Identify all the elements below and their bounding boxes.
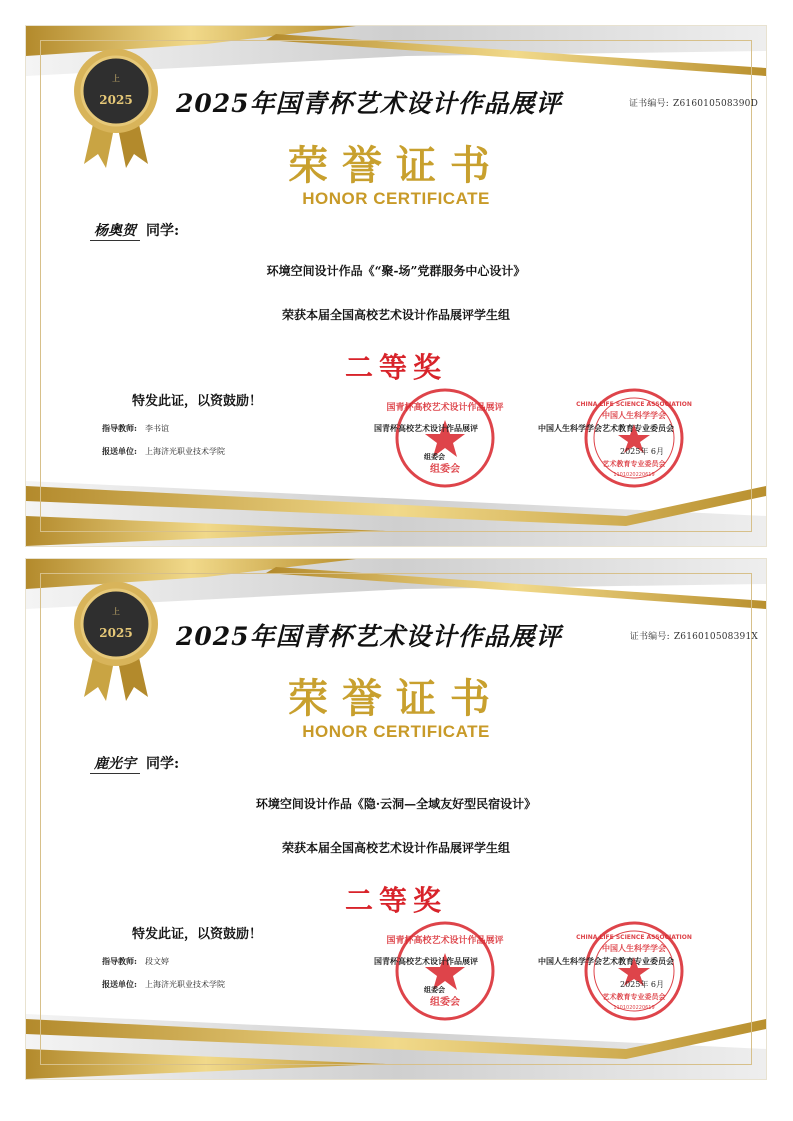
unit-name: 上海济光职业技术学院 — [144, 980, 225, 989]
award-level: 二等奖 — [344, 351, 447, 384]
recipient-line — [90, 753, 179, 774]
recipient-name: 杨奥贺 — [90, 220, 140, 241]
honor-title-cn: 荣誉证书 — [288, 675, 504, 722]
organizer-1: 国青杯高校艺术设计作品展评 — [374, 956, 478, 966]
organizer-2: 中国人生科学学会艺术教育专业委员会 — [538, 423, 674, 433]
organizer-1: 国青杯高校艺术设计作品展评 — [374, 423, 478, 433]
seal-2-bottom-text: 艺术教育专业委员会 — [602, 992, 666, 1001]
work-title: 环境空间设计作品《隐·云洞—全域友好型民宿设计》 — [255, 797, 537, 811]
seal-2-ring-cn: 中国人生科学学会 — [602, 410, 666, 420]
organizer-seal-1 — [386, 386, 504, 490]
organizer-1-sub: 组委会 — [424, 985, 445, 994]
medal-year-text: 2025 — [99, 93, 133, 107]
teacher-label: 指导教师: — [102, 423, 137, 433]
recipient-suffix: 同学: — [146, 223, 180, 239]
cert-no-value: Z616010508391X — [673, 632, 758, 642]
certificate-2 — [25, 558, 767, 1080]
seal-1-bottom-text: 组委会 — [430, 464, 460, 475]
seal-1-ring-text: 国青杯高校艺术设计作品展评 — [386, 403, 504, 413]
unit-label: 报送单位: — [102, 979, 137, 989]
seal-1-bottom-text: 组委会 — [430, 997, 460, 1008]
organizer-seal-2 — [576, 919, 692, 1023]
seal-2-ring-text: CHINA LIFE SCIENCE ASSOCIATION — [576, 401, 692, 408]
unit-label: 报送单位: — [102, 446, 137, 456]
organizer-seal-2 — [576, 386, 692, 490]
award-group: 荣获本届全国高校艺术设计作品展评学生组 — [281, 841, 510, 855]
organizer-seal-1 — [386, 919, 504, 1023]
honor-title-en: HONOR CERTIFICATE — [302, 189, 490, 208]
teacher-name: 李书谊 — [144, 424, 169, 433]
seal-2-code: 1101020220619 — [613, 1005, 655, 1011]
teacher-line — [102, 423, 169, 434]
issue-date: 2025年 6月 — [620, 447, 664, 456]
medal-top-text: 上 — [112, 607, 120, 616]
certificate-number — [626, 629, 758, 642]
teacher-label: 指导教师: — [102, 956, 137, 966]
teacher-name: 段文婷 — [144, 957, 169, 966]
award-group: 荣获本届全国高校艺术设计作品展评学生组 — [281, 308, 510, 322]
cert-no-label: 证书编号: — [629, 632, 670, 642]
organizer-1-sub: 组委会 — [424, 452, 445, 461]
cert-no-value: Z616010508390D — [673, 99, 758, 109]
commendation: 特发此证，以资鼓励！ — [132, 394, 263, 409]
seal-2-code: 1101020220619 — [613, 472, 655, 478]
unit-line — [102, 446, 225, 457]
recipient-suffix: 同学: — [146, 756, 180, 772]
unit-name: 上海济光职业技术学院 — [144, 447, 225, 456]
honor-title-en: HONOR CERTIFICATE — [302, 722, 490, 741]
recipient-name: 鹿光宇 — [90, 753, 140, 774]
teacher-line — [102, 956, 169, 967]
medal-top-text: 上 — [112, 74, 120, 83]
event-title: 2025年国青杯艺术设计作品展评 — [176, 89, 562, 118]
award-level: 二等奖 — [344, 884, 447, 917]
work-title: 环境空间设计作品《“聚-场”党群服务中心设计》 — [266, 264, 526, 278]
medal-year-text: 2025 — [99, 626, 133, 640]
commendation: 特发此证，以资鼓励！ — [132, 927, 263, 942]
organizer-2: 中国人生科学学会艺术教育专业委员会 — [538, 956, 674, 966]
certificate-number — [625, 96, 758, 109]
issue-date: 2025年 6月 — [620, 980, 664, 989]
unit-line — [102, 979, 225, 990]
event-title: 2025年国青杯艺术设计作品展评 — [176, 622, 562, 651]
seal-2-ring-cn: 中国人生科学学会 — [602, 943, 666, 953]
honor-title-cn: 荣誉证书 — [288, 142, 504, 189]
recipient-line — [90, 220, 179, 241]
certificate-1 — [25, 25, 767, 547]
seal-2-ring-text: CHINA LIFE SCIENCE ASSOCIATION — [576, 934, 692, 941]
seal-1-ring-text: 国青杯高校艺术设计作品展评 — [386, 936, 504, 946]
seal-2-bottom-text: 艺术教育专业委员会 — [602, 459, 666, 468]
cert-no-label: 证书编号: — [628, 99, 670, 109]
